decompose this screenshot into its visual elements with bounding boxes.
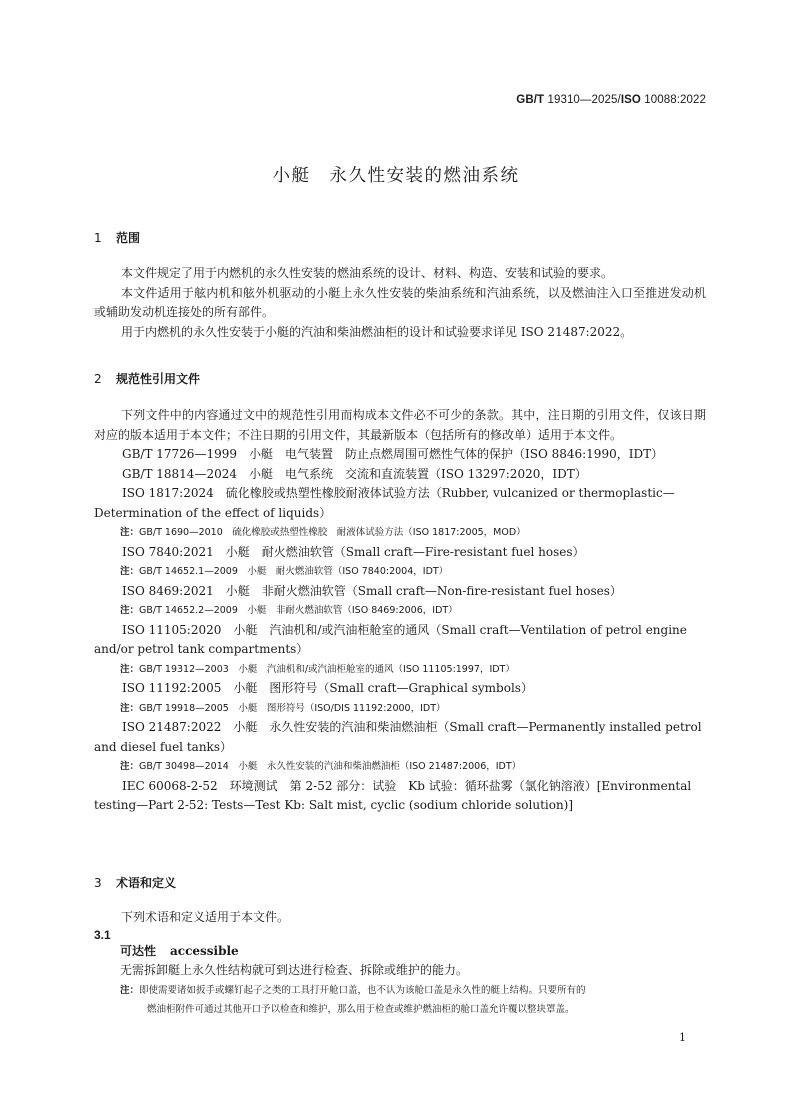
paragraph: 下列文件中的内容通过文中的规范性引用而构成本文件必不可少的条款。其中，注日期的引用文件，仅该日期对应的版本适用于本文件；不注日期的引用文件，其最新版本（包括所有的修改单）适用于本文件。 bbox=[94, 408, 706, 442]
section-number: 2 bbox=[94, 372, 102, 386]
reference-item: ISO 11105:2020 小艇 汽油机和/或汽油柜舱室的通风（Small craft—Ventilation of petrol engine and/or petrol tank compartments） bbox=[94, 622, 687, 656]
reference-item: GB/T 18814—2024 小艇 电气系统 交流和直流装置（ISO 13297:2020，IDT） bbox=[122, 466, 587, 481]
reference-item: GB/T 17726—1999 小艇 电气装置 防止点燃周围可燃性气体的保护（ISO 8846:1990，IDT） bbox=[122, 447, 664, 461]
reference-item: ISO 8469:2021 小艇 非耐火燃油软管（Small craft—Non-fire-resistant fuel hoses） bbox=[122, 583, 622, 598]
section-title: 规范性引用文件 bbox=[116, 372, 201, 386]
term-note: 注：即使需要诸如扳手或螺钉起子之类的工具打开舱口盖，也不认为该舱口盖是永久性的艇上结构。只要所有的 燃油柜附件可通过其他开口予以检查和维护，那么用于检查或维护燃油柜的舱口盖允许覆以整块罩盖。 bbox=[120, 984, 586, 1015]
reference-note: 注：GB/T 30498—2014 小艇 永久性安装的汽油和柴油燃油柜（ISO 21487:2006，IDT） bbox=[120, 761, 522, 772]
reference-note: 注：GB/T 14652.1—2009 小艇 耐火燃油软管（ISO 7840:2004，IDT） bbox=[120, 566, 449, 577]
section-1-heading bbox=[94, 229, 706, 246]
reference-note: 注：GB/T 19312—2003 小艇 汽油机和/或汽油柜舱室的通风（ISO 11105:1997，IDT） bbox=[120, 663, 515, 675]
reference-note: 注：GB/T 1690—2010 硫化橡胶或热塑性橡胶 耐液体试验方法（ISO 1817:2005，MOD） bbox=[120, 527, 526, 538]
page-number: 1 bbox=[679, 1031, 686, 1044]
section-number: 3 bbox=[94, 876, 102, 890]
term-heading bbox=[94, 942, 706, 962]
reference-item: ISO 7840:2021 小艇 耐火燃油软管（Small craft—Fire-resistant fuel hoses） bbox=[122, 544, 585, 559]
section-2-heading bbox=[94, 370, 706, 387]
section-2-body bbox=[94, 406, 706, 816]
term-en: accessible bbox=[170, 943, 239, 958]
section-number: 1 bbox=[94, 231, 102, 245]
section-3-heading bbox=[94, 874, 706, 891]
section-1-body bbox=[94, 264, 706, 342]
term-definition: 无需拆卸艇上永久性结构就可到达进行检查、拆除或维护的能力。 bbox=[120, 963, 469, 977]
paragraph: 本文件规定了用于内燃机的永久性安装的燃油系统的设计、材料、构造、安装和试验的要求。 bbox=[121, 266, 614, 280]
reference-note: 注：GB/T 19918—2005 小艇 图形符号（ISO/DIS 11192:2000，IDT） bbox=[120, 702, 446, 714]
section-3-body bbox=[94, 908, 706, 1019]
standard-number-header: GB/T 19310—2025/ISO 10088:2022 bbox=[516, 94, 706, 106]
paragraph: 用于内燃机的永久性安装于小艇的汽油和柴油燃油柜的设计和试验要求详见 ISO 21487:2022。 bbox=[121, 324, 633, 339]
paragraph: 本文件适用于舷内机和舷外机驱动的小艇上永久性安装的柴油系统和汽油系统，以及燃油注入口至推进发动机或辅助发动机连接处的所有部件。 bbox=[94, 285, 706, 319]
document-title: 小艇 永久性安装的燃油系统 bbox=[272, 166, 520, 186]
term-zh: 可达性 bbox=[120, 943, 157, 958]
reference-note: 注：GB/T 14652.2—2009 小艇 非耐火燃油软管（ISO 8469:2006，IDT） bbox=[120, 605, 458, 616]
paragraph: 下列术语和定义适用于本文件。 bbox=[121, 910, 290, 924]
term-number: 3.1 bbox=[94, 927, 111, 942]
reference-item: ISO 1817:2024 硫化橡胶或热塑性橡胶耐液体试验方法（Rubber, vulcanized or thermoplastic—Determination of the effect of liquids） bbox=[94, 486, 675, 520]
reference-item: ISO 11192:2005 小艇 图形符号（Small craft—Graphical symbols） bbox=[122, 681, 533, 695]
section-title: 术语和定义 bbox=[116, 876, 177, 890]
reference-item: ISO 21487:2022 小艇 永久性安装的汽油和柴油燃油柜（Small craft—Permanently installed petrol and diesel fuel tanks） bbox=[94, 720, 702, 754]
section-title: 范围 bbox=[116, 231, 141, 245]
reference-item: IEC 60068-2-52 环境测试 第 2-52 部分：试验 Kb 试验：循环盐雾（氯化钠溶液）[Environmental testing—Part 2-52: Tests—Test Kb: Salt mist, cyclic (sodium chloride solution)] bbox=[94, 778, 692, 812]
